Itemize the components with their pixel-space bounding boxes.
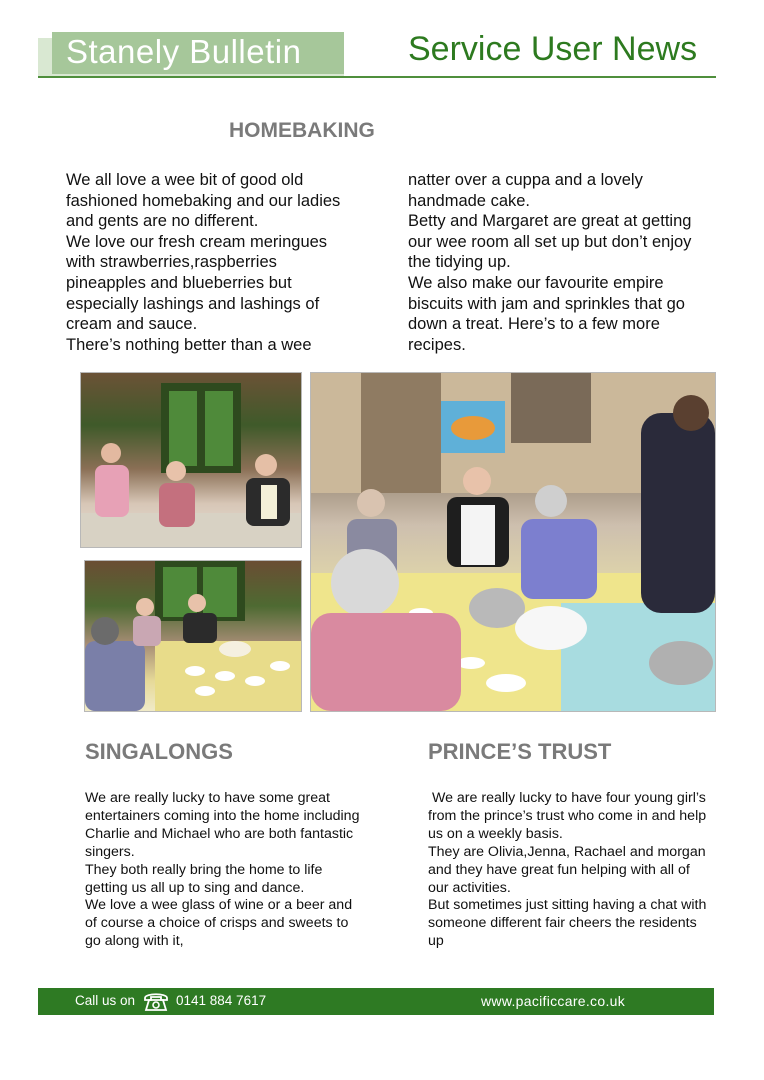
text-line: and they have great fun helping with all of bbox=[428, 861, 690, 878]
homebaking-heading: HOMEBAKING bbox=[229, 119, 375, 142]
text-line: natter over a cuppa and a lovely bbox=[408, 171, 643, 189]
text-line: especially lashings and lashings of bbox=[66, 294, 320, 313]
text-line: But sometimes just sitting having a chat with bbox=[428, 897, 707, 914]
text-line: getting us all up to sing and dance. bbox=[85, 879, 305, 896]
text-line: us on a weekly basis. bbox=[428, 825, 563, 842]
text-line: Betty and Margaret are great at getting bbox=[408, 212, 692, 231]
photo-3-illustration bbox=[311, 373, 715, 711]
text-line: fashioned homebaking and our ladies bbox=[66, 191, 341, 210]
text-line: We love a wee glass of wine or a beer and bbox=[85, 897, 353, 914]
text-line: and gents are no different. bbox=[66, 212, 259, 231]
text-line: go along with it, bbox=[85, 933, 184, 950]
text-line: They both really bring the home to life bbox=[85, 861, 323, 878]
photo-baking-session-large bbox=[310, 372, 716, 712]
text-line: biscuits with jam and sprinkles that go bbox=[408, 294, 685, 313]
singalongs-heading: SINGALONGS bbox=[85, 739, 233, 764]
bulletin-title: Stanely Bulletin bbox=[66, 33, 302, 70]
text-line: We are really lucky to have four young girl’s bbox=[428, 790, 706, 806]
text-line: handmade cake. bbox=[408, 191, 531, 210]
homebaking-text-left bbox=[66, 170, 386, 355]
photo-1-illustration bbox=[81, 373, 301, 547]
footer-website-link[interactable]: www.pacificcare.co.uk bbox=[481, 993, 626, 1009]
princes-trust-heading: PRINCE’S TRUST bbox=[428, 739, 612, 764]
text-line: down a treat. Here’s to a few more bbox=[408, 315, 660, 334]
text-line: from the prince’s trust who come in and help bbox=[428, 807, 707, 824]
text-line: with strawberries,raspberries bbox=[66, 253, 277, 272]
footer-call-label: Call us on bbox=[75, 993, 136, 1008]
photo-2-illustration bbox=[85, 561, 301, 711]
text-line: up bbox=[428, 933, 444, 950]
text-line: We all love a wee bit of good old bbox=[66, 171, 304, 189]
homebaking-text-right bbox=[408, 170, 738, 355]
text-line: They are Olivia,Jenna, Rachael and morgan bbox=[428, 843, 706, 860]
text-line: Charlie and Michael who are both fantastic bbox=[85, 825, 354, 842]
text-line: We love our fresh cream meringues bbox=[66, 232, 328, 251]
telephone-icon bbox=[142, 989, 170, 1013]
photo-baking-group-top-left bbox=[80, 372, 302, 548]
text-line: recipes. bbox=[408, 335, 466, 354]
princes-trust-text bbox=[428, 790, 743, 951]
text-line: someone different fair cheers the residents bbox=[428, 915, 697, 932]
text-line: We are really lucky to have some great bbox=[85, 790, 330, 806]
text-line: our activities. bbox=[428, 879, 511, 896]
header-divider bbox=[38, 76, 716, 78]
text-line: our wee room all set up but don’t enjoy bbox=[408, 232, 692, 251]
text-line: entertainers coming into the home including bbox=[85, 807, 360, 824]
text-line: singers. bbox=[85, 843, 135, 860]
text-line: the tidying up. bbox=[408, 253, 511, 272]
text-line: of course a choice of crisps and sweets to bbox=[85, 915, 349, 932]
text-line: pineapples and blueberries but bbox=[66, 273, 292, 292]
singalongs-text bbox=[85, 790, 405, 951]
text-line: There’s nothing better than a wee bbox=[66, 335, 312, 354]
photo-baking-table-bottom-left bbox=[84, 560, 302, 712]
text-line: We also make our favourite empire bbox=[408, 273, 664, 292]
footer-phone-number: 0141 884 7617 bbox=[176, 993, 267, 1008]
section-title: Service User News bbox=[408, 30, 698, 68]
text-line: cream and sauce. bbox=[66, 315, 198, 334]
